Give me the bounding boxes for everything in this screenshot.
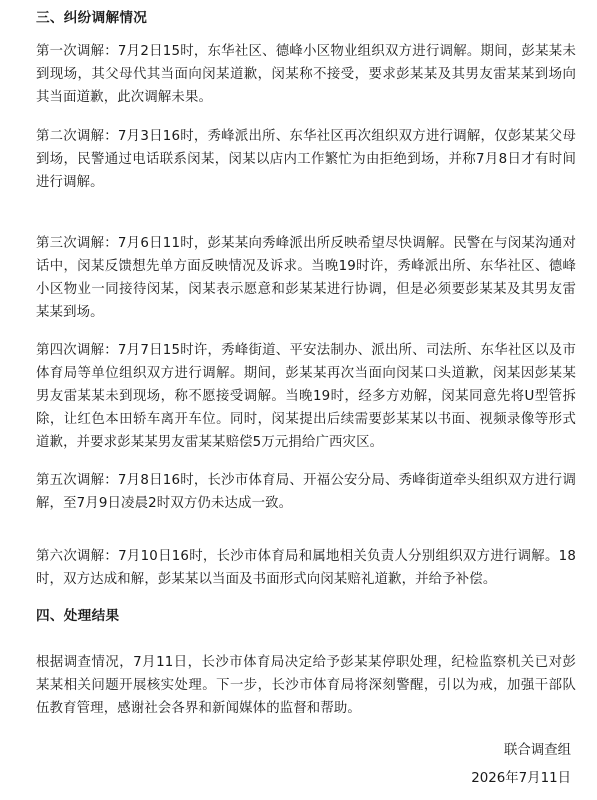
section-heading-handling-result: 四、处理结果 xyxy=(36,608,120,624)
paragraph-fourth-mediation: 第四次调解：7月7日15时许，秀峰街道、平安法制办、派出所、司法所、东华社区以及市体育局等单位组织双方进行调解。期间，彭某某再次当面向闵某口头道歉，闵某因彭某某男友雷某某未到现场，称不愿接受调解。当晚19时，经多方劝解，闵某同意先将U型管拆除，让红色本田轿车离开车位。同时，闵某提出后续需要彭某某以书面、视频录像等形式道歉，并要求彭某某男友雷某某赔偿5万元捐给广西灾区。 xyxy=(36,343,576,450)
paragraph-third-mediation: 第三次调解：7月6日11时，彭某某向秀峰派出所反映希望尽快调解。民警在与闵某沟通对话中，闵某反馈想先单方面反映情况及诉求。当晚19时许，秀峰派出所、东华社区、德峰小区物业一同接待闵某，闵某表示愿意和彭某某进行协调，但是必须要彭某某及其男友雷某某到场。 xyxy=(36,236,576,320)
signature-organization: 联合调查组 xyxy=(504,743,571,758)
signature-date: 2026年7月11日 xyxy=(471,771,571,786)
paragraph-second-mediation: 第二次调解：7月3日16时，秀峰派出所、东华社区再次组织双方进行调解，仅彭某某父母到场，民警通过电话联系闵某，闵某以店内工作繁忙为由拒绝到场，并称7月8日才有时间进行调解。 xyxy=(36,129,576,190)
section-heading-dispute-mediation: 三、纠纷调解情况 xyxy=(36,10,148,26)
paragraph-first-mediation: 第一次调解：7月2日15时，东华社区、德峰小区物业组织双方进行调解。期间，彭某某未到现场，其父母代其当面向闵某道歉，闵某称不接受，要求彭某某及其男友雷某某到场向其当面道歉，此次调解未果。 xyxy=(36,44,576,105)
paragraph-handling-result: 根据调查情况，7月11日，长沙市体育局决定给予彭某某停职处理，纪检监察机关已对彭某某相关问题开展核实处理。下一步，长沙市体育局将深刻警醒，引以为戒，加强干部队伍教育管理，感谢社会各界和新闻媒体的监督和帮助。 xyxy=(36,655,576,716)
paragraph-fifth-mediation: 第五次调解：7月8日16时，长沙市体育局、开福公安分局、秀峰街道牵头组织双方进行调解，至7月9日凌晨2时双方仍未达成一致。 xyxy=(36,473,576,511)
paragraph-sixth-mediation: 第六次调解：7月10日16时，长沙市体育局和属地相关负责人分别组织双方进行调解。18时，双方达成和解，彭某某以当面及书面形式向闵某赔礼道歉，并给予补偿。 xyxy=(36,549,576,587)
